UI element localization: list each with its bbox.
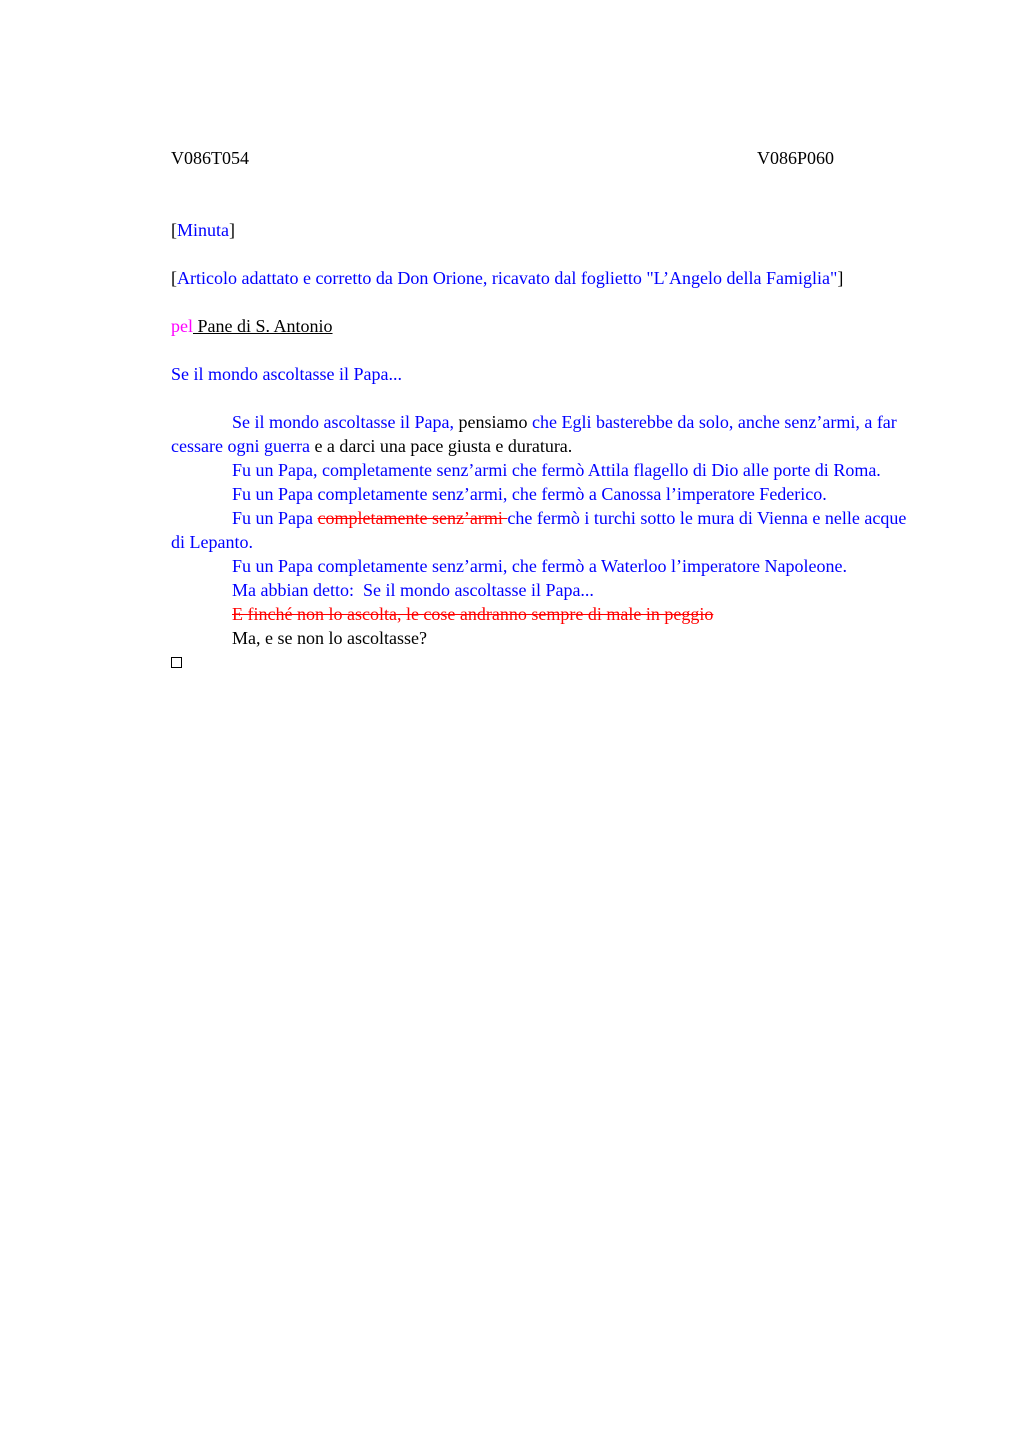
- paragraph-4-part-1: Fu un Papa: [232, 508, 318, 528]
- paragraph-7-deletion: E finché non lo ascolta, le cose andranno sempre di male in peggio: [232, 604, 714, 624]
- paragraph-1-part-1: Se il mondo ascoltasse il Papa,: [232, 412, 454, 432]
- note-minuta-text: Minuta: [177, 220, 229, 240]
- spacer: [171, 338, 921, 362]
- end-mark: [171, 650, 921, 674]
- dedication-text: Pane di S. Antonio: [193, 316, 333, 336]
- paragraph-3: Fu un Papa completamente senz’armi, che fermò a Canossa l’imperatore Federico.: [232, 484, 827, 504]
- paragraph-4-part-2: che fermò i turchi sotto le mura di Vienna e nelle acque di Lepanto.: [171, 508, 907, 552]
- square-icon: [171, 657, 182, 668]
- bracket-open: [: [171, 268, 177, 288]
- spacer: [171, 386, 921, 410]
- dedication: [171, 314, 921, 338]
- paragraph-1-part-4: e a darci una pace giusta e duratura.: [309, 436, 573, 456]
- bracket-close: ]: [837, 268, 844, 288]
- paragraph-1-part-3: che Egli basterebbe da solo, anche senz’armi, a far cessare ogni guerra: [171, 412, 897, 456]
- document-header: [171, 146, 921, 170]
- paragraph-5: Fu un Papa completamente senz’armi, che fermò a Waterloo l’imperatore Napoleone.: [232, 556, 847, 576]
- paragraph-4: [171, 506, 921, 554]
- spacer: [171, 170, 921, 218]
- paragraph-2: Fu un Papa, completamente senz’armi che fermò Attila flagello di Dio alle porte di Roma.: [232, 460, 881, 480]
- bracket-open: [: [171, 220, 177, 240]
- spacer: [171, 242, 921, 266]
- article-title: Se il mondo ascoltasse il Papa...: [171, 364, 402, 384]
- note-minuta: [171, 218, 921, 242]
- bracket-close: ]: [229, 220, 235, 240]
- paragraph-6: Ma abbian detto: Se il mondo ascoltasse il Papa...: [232, 580, 594, 600]
- document-code-right: V086P060: [757, 148, 835, 168]
- paragraph-1-part-2: pensiamo: [453, 412, 532, 432]
- paragraph-8: Ma, e se non lo ascoltasse?: [232, 628, 427, 648]
- paragraph-1: [171, 410, 921, 458]
- dedication-prefix: pel: [171, 316, 193, 336]
- document-code-left: V086T054: [171, 148, 249, 168]
- paragraph-4-deletion: completamente senz’armi: [317, 508, 508, 528]
- note-article-text: Articolo adattato e corretto da Don Orione, ricavato dal foglietto "L’Angelo della Famiglia": [177, 268, 838, 288]
- document-page: [171, 146, 921, 674]
- note-article: [171, 266, 871, 290]
- spacer: [171, 290, 921, 314]
